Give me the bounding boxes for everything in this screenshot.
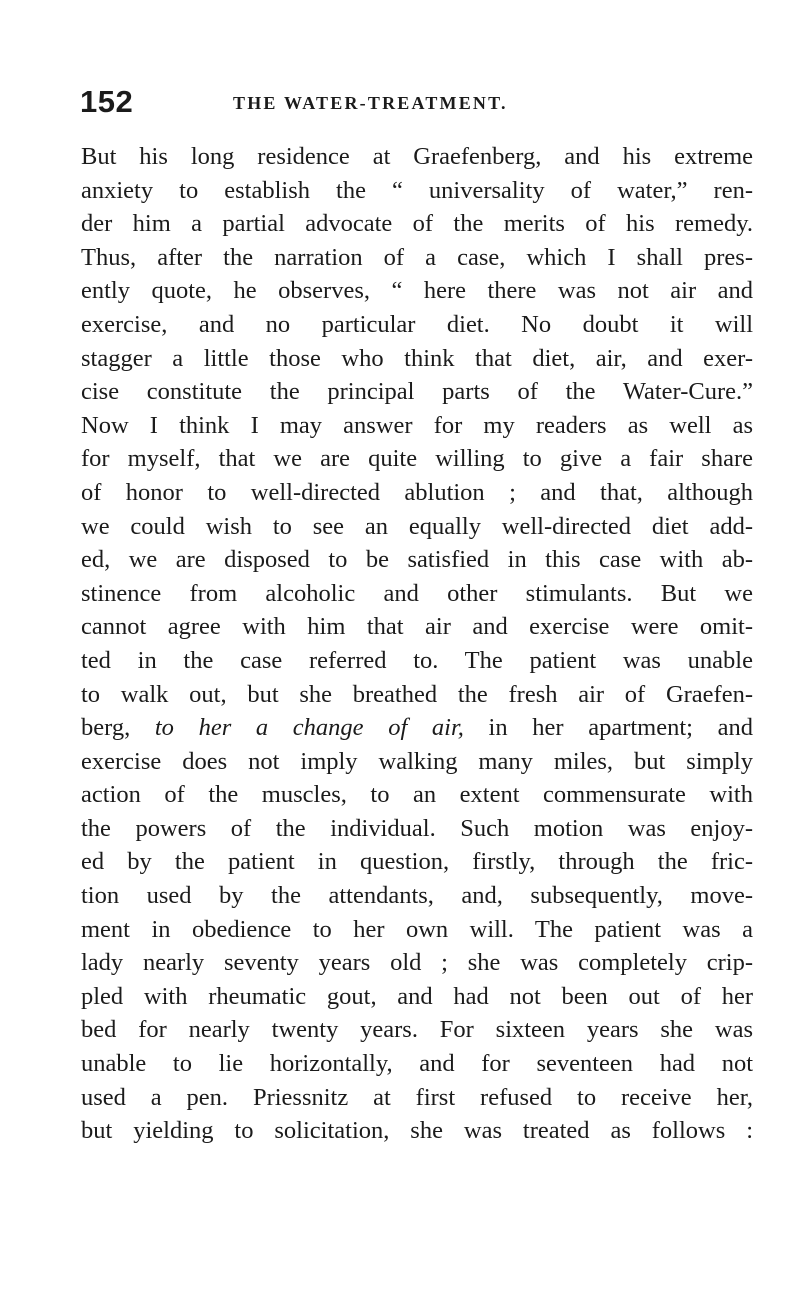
text-segment: berg, xyxy=(81,714,155,742)
text-line: we could wish to see an equally well-directed diet add- xyxy=(81,512,753,540)
text-line: the powers of the individual. Such motion was enjoy- xyxy=(81,814,753,842)
text-line: cannot agree with him that air and exercise were omit- xyxy=(81,613,753,641)
text-line: bed for nearly twenty years. For sixteen years she was xyxy=(81,1016,753,1044)
text-line: but yielding to solicitation, she was treated as follows : xyxy=(81,1117,753,1145)
text-line: pled with rheumatic gout, and had not been out of her xyxy=(81,982,753,1010)
text-segment: in her apartment; and xyxy=(463,714,753,742)
text-line: cise constitute the principal parts of the Water-Cure.” xyxy=(81,378,753,406)
text-line: to walk out, but she breathed the fresh air of Graefen- xyxy=(81,680,753,708)
page-number: 152 xyxy=(80,84,134,119)
text-line: ment in obedience to her own will. The patient was a xyxy=(81,915,753,943)
text-line: anxiety to establish the “ universality of water,” ren- xyxy=(81,176,753,204)
text-line: of honor to well-directed ablution ; and that, although xyxy=(81,478,753,506)
text-line: exercise does not imply walking many miles, but simply xyxy=(81,747,753,775)
italic-phrase: to her a change of air, xyxy=(154,714,464,742)
text-line: lady nearly seventy years old ; she was completely crip- xyxy=(81,949,753,977)
text-line: exercise, and no particular diet. No doubt it will xyxy=(81,310,753,338)
text-line: ently quote, he observes, “ here there was not air and xyxy=(81,277,753,305)
text-line: stagger a little those who think that diet, air, and exer- xyxy=(81,344,753,372)
running-title: THE WATER-TREATMENT. xyxy=(233,93,508,113)
text-line: Now I think I may answer for my readers as well as xyxy=(81,411,753,439)
text-line: stinence from alcoholic and other stimulants. But we xyxy=(81,579,753,607)
body-paragraph xyxy=(81,140,753,1148)
text-line: Thus, after the narration of a case, which I shall pres- xyxy=(81,243,753,271)
text-line: tion used by the attendants, and, subsequently, move- xyxy=(81,882,753,910)
text-line: But his long residence at Graefenberg, and his extreme xyxy=(81,143,753,170)
text-line: used a pen. Priessnitz at first refused to receive her, xyxy=(81,1083,753,1111)
running-head xyxy=(80,84,760,124)
text-line: for myself, that we are quite willing to give a fair share xyxy=(81,445,753,473)
text-line: action of the muscles, to an extent commensurate with xyxy=(81,781,753,809)
text-line: unable to lie horizontally, and for seventeen had not xyxy=(81,1050,753,1078)
text-line: ed, we are disposed to be satisfied in this case with ab- xyxy=(81,546,753,574)
text-line: der him a partial advocate of the merits of his remedy. xyxy=(81,210,753,238)
text-line: ed by the patient in question, firstly, through the fric- xyxy=(81,848,753,876)
text-line-with-italic xyxy=(81,711,753,745)
text-line: ted in the case referred to. The patient was unable xyxy=(81,646,753,674)
